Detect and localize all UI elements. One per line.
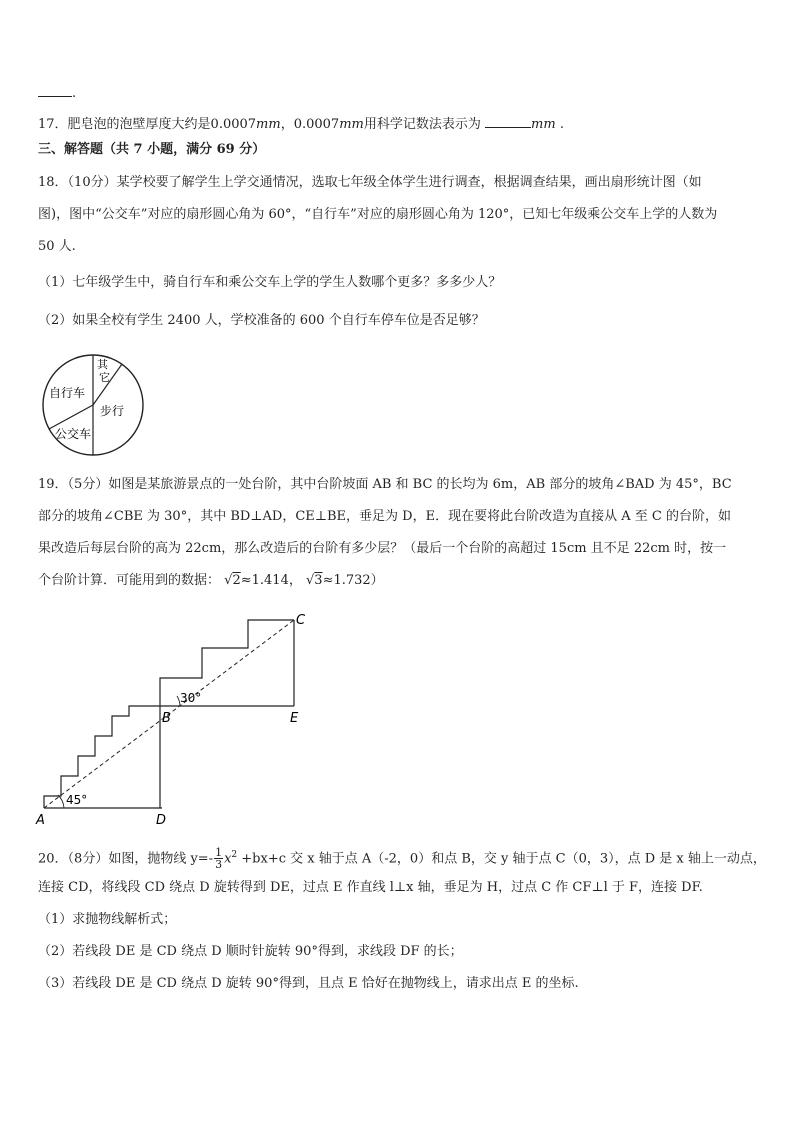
question-17: 17．肥皂泡的泡壁厚度大约是0.0007mm，0.0007mm用科学记数法表示为 mm .: [38, 117, 564, 132]
previous-answer-blank: .: [38, 84, 76, 103]
staircase-figure: [34, 610, 314, 826]
question-20-part-1: （1）求抛物线解析式；: [38, 912, 177, 927]
pie-label-bus: 公交车: [55, 427, 92, 441]
angle-45-label: 45°: [66, 793, 88, 807]
question-20-line-2: 连接 CD，将线段 CD 绕点 D 旋转得到 DE，过点 E 作直线 l⊥x 轴，垂足为 H，过点 C 作 CF⊥l 于 F，连接 DF.: [38, 880, 703, 895]
question-18-part-1: （1）七年级学生中，骑自行车和乘公交车上学的学生人数哪个更多？多多少人？: [38, 275, 502, 290]
pie-label-bike: 自行车: [49, 386, 86, 400]
question-19-line-1: 19．（5分）如图是某旅游景点的一处台阶，其中台阶坡面 AB 和 BC 的长均为 6m，AB 部分的坡角∠BAD 为 45°，BC: [38, 477, 732, 492]
point-B: B: [162, 711, 171, 726]
question-20-line-1: 20．（8分）如图，抛物线 y=- $\frac{1}{3}$ $x^2 +bx+c$ 交 x 轴于点 A（-2，0）和点 B，交 y 轴于点 C（0，3），点 D 是 x 轴上一动点，: [38, 846, 766, 872]
question-19-line-2: 部分的坡角∠CBE 为 30°，其中 BD⊥AD，CE⊥BE，垂足为 D，E．现在要将此台阶改造为直接从 A 至 C 的台阶，如: [38, 509, 731, 524]
point-D: D: [156, 813, 167, 826]
section-title: 三、解答题（共 7 小题，满分 69 分）: [38, 142, 266, 157]
pie-label-other-1: 其: [97, 358, 108, 371]
answer-blank: [485, 115, 531, 128]
question-18-line-2: 图)，图中“公交车”对应的扇形圆心角为 60°，“自行车”对应的扇形圆心角为 120°，已知七年级乘公交车上学的人数为: [38, 207, 718, 222]
point-E: E: [290, 711, 299, 726]
point-A: A: [36, 813, 45, 826]
point-C: C: [296, 613, 306, 628]
fraction: $\frac{1}{3}$: [215, 846, 223, 872]
question-20-part-3: （3）若线段 DE 是 CD 绕点 D 旋转 90°得到，且点 E 恰好在抛物线上，请求出点 E 的坐标.: [38, 976, 579, 991]
angle-30-label: 30°: [180, 691, 202, 705]
pie-label-other-2: 它: [99, 371, 110, 384]
question-18-part-2: （2）如果全校有学生 2400 人，学校准备的 600 个自行车停车位是否足够？: [38, 313, 485, 328]
question-19-line-4: 个台阶计算．可能用到的数据： √2≈1.414， √3≈1.732）: [38, 573, 384, 588]
pie-label-walk: 步行: [100, 404, 125, 418]
pie-chart-figure: [38, 352, 148, 458]
question-18-line-3: 50 人.: [38, 239, 76, 254]
question-18-line-1: 18．（10分）某学校要了解学生上学交通情况，选取七年级全体学生进行调查，根据调查结果，画出扇形统计图（如: [38, 175, 702, 190]
question-20-part-2: （2）若线段 DE 是 CD 绕点 D 顺时针旋转 90°得到，求线段 DF 的长；: [38, 944, 463, 959]
question-19-line-3: 果改造后每层台阶的高为 22cm，那么改造后的台阶有多少层？（最后一个台阶的高超过 15cm 且不足 22cm 时，按一: [38, 541, 727, 556]
